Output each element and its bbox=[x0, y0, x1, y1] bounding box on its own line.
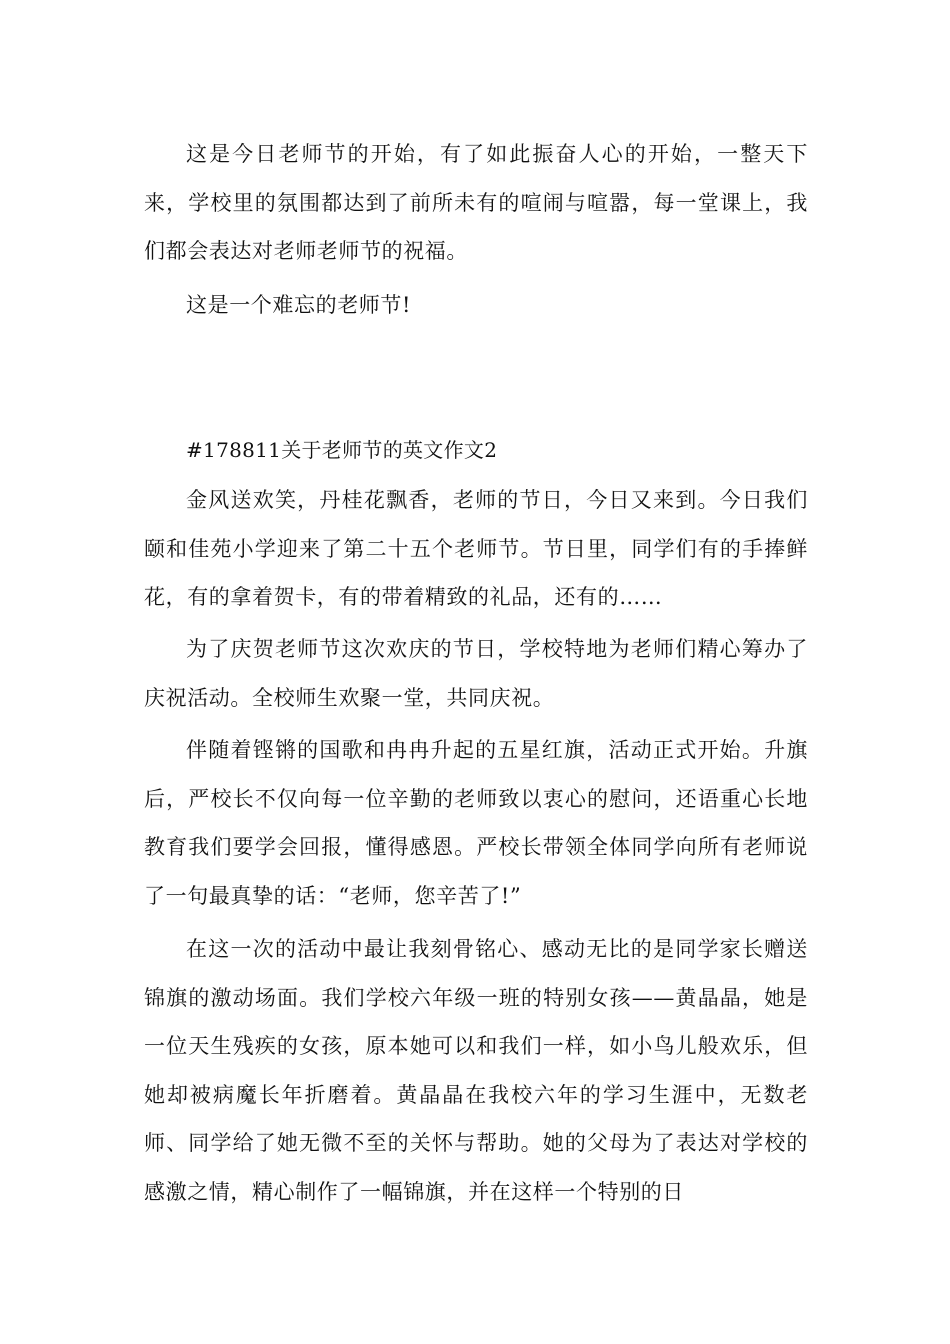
paragraph-celebration-activity: 为了庆贺老师节这次欢庆的节日，学校特地为老师们精心筹办了庆祝活动。全校师生欢聚一堂，共同庆祝。 bbox=[144, 637, 808, 710]
paragraph-banner-gift: 在这一次的活动中最让我刻骨铭心、感动无比的是同学家长赠送锦旗的激动场面。我们学校六年级一班的特别女孩——黄晶晶，她是一位天生残疾的女孩，原本她可以和我们一样，如小鸟儿般欢乐，但她却被病魔长年折磨着。黄晶晶在我校六年的学习生涯中，无数老师、同学给了她无微不至的关怀与帮助。她的父母为了表达对学校的感激之情，精心制作了一幅锦旗，并在这样一个特别的日 bbox=[144, 937, 808, 1204]
paragraph-memorable-day: 这是一个难忘的老师节! bbox=[186, 293, 412, 317]
essay-heading: #178811关于老师节的英文作文2 bbox=[186, 438, 498, 462]
paragraph-flag-raising: 伴随着铿锵的国歌和冉冉升起的五星红旗，活动正式开始。升旗后，严校长不仅向每一位辛勤的老师致以衷心的慰问，还语重心长地教育我们要学会回报，懂得感恩。严校长带领全体同学向所有老师说了一句最真挚的话：“老师，您辛苦了!” bbox=[144, 738, 808, 908]
paragraph-festival-start: 这是今日老师节的开始，有了如此振奋人心的开始，一整天下来，学校里的氛围都达到了前所未有的喧闹与喧嚣，每一堂课上，我们都会表达对老师老师节的祝福。 bbox=[144, 142, 808, 264]
paragraph-golden-wind: 金风送欢笑，丹桂花飘香，老师的节日，今日又来到。今日我们颐和佳苑小学迎来了第二十五个老师节。节日里，同学们有的手捧鲜花，有的拿着贺卡，有的带着精致的礼品，还有的…… bbox=[144, 488, 808, 610]
